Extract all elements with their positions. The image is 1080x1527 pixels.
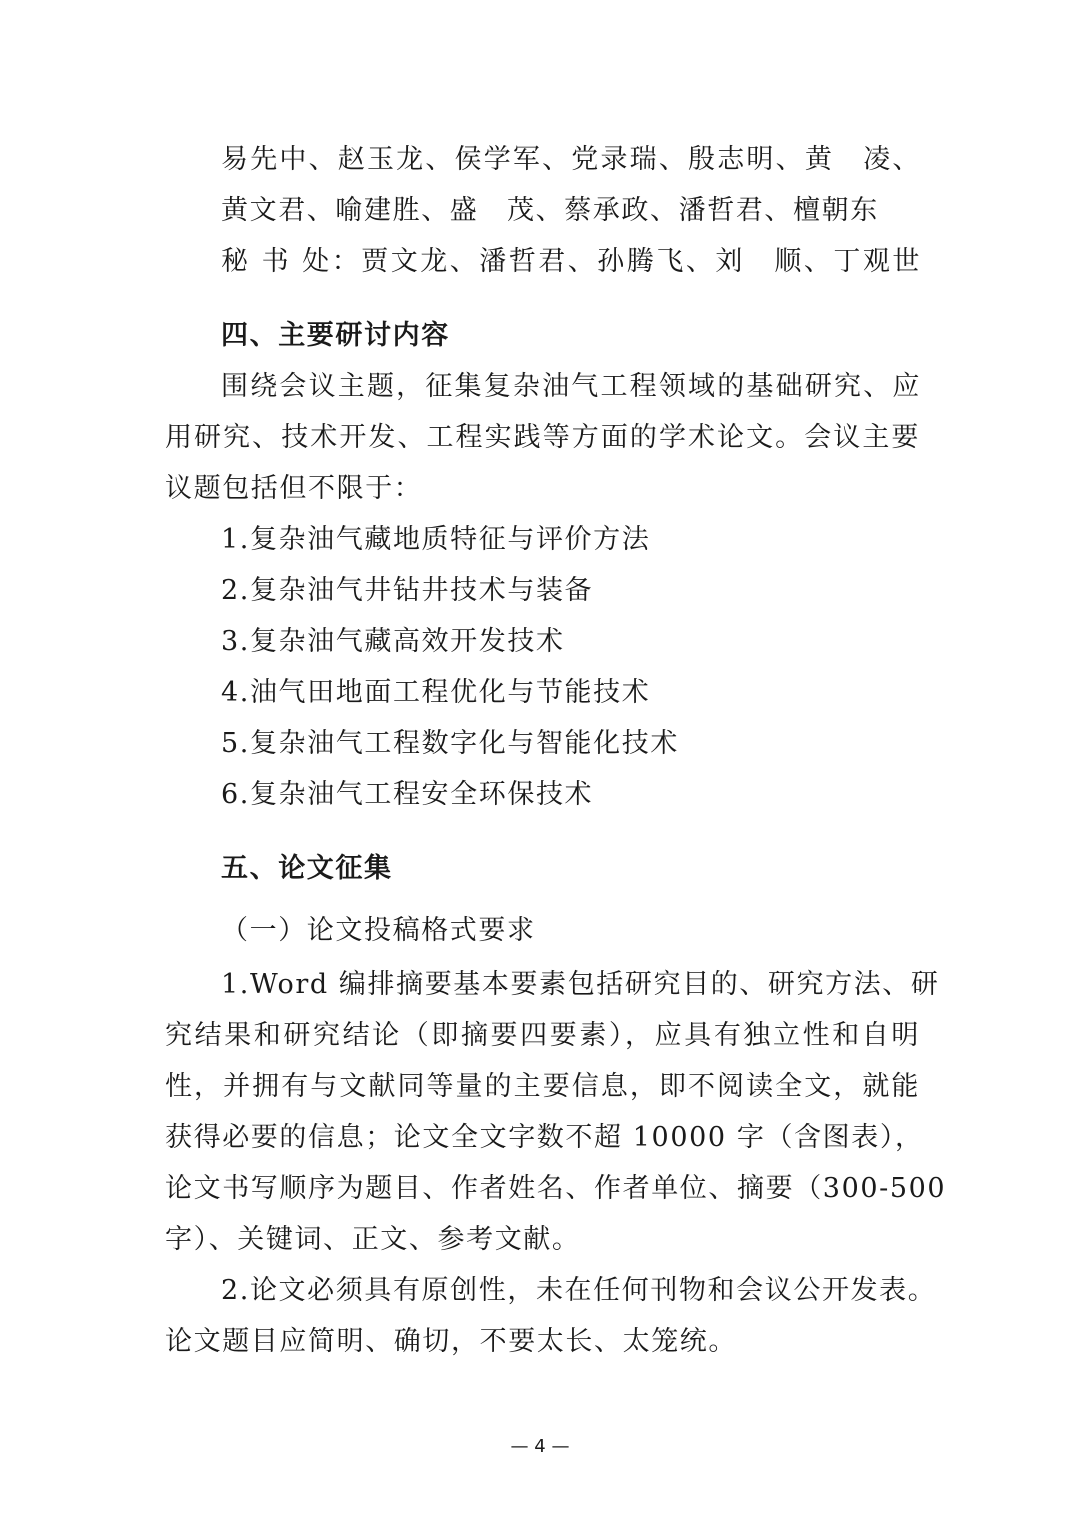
paragraph-1-line: 论文书写顺序为题目、作者姓名、作者单位、摘要（300-500 bbox=[165, 1173, 947, 1204]
committee-line-1: 易先中、赵玉龙、侯学军、党录瑞、殷志明、黄 凌、 bbox=[221, 144, 921, 175]
section-4-intro-line: 议题包括但不限于： bbox=[165, 473, 423, 504]
committee-line-2: 黄文君、喻建胜、盛 茂、蔡承政、潘哲君、檀朝东 bbox=[221, 195, 879, 226]
topic-item: 3.复杂油气藏高效开发技术 bbox=[221, 626, 565, 657]
topic-item: 1.复杂油气藏地质特征与评价方法 bbox=[221, 524, 651, 555]
section-5-sub-heading: （一）论文投稿格式要求 bbox=[221, 915, 536, 946]
section-4-intro-line: 围绕会议主题，征集复杂油气工程领域的基础研究、应 bbox=[221, 371, 921, 402]
section-5-heading: 五、论文征集 bbox=[221, 853, 393, 884]
paragraph-2-line: 论文题目应简明、确切，不要太长、太笼统。 bbox=[165, 1326, 737, 1357]
paragraph-1-line: 究结果和研究结论（即摘要四要素），应具有独立性和自明 bbox=[165, 1020, 920, 1051]
section-4-heading: 四、主要研讨内容 bbox=[221, 320, 450, 351]
section-4-intro-line: 用研究、技术开发、工程实践等方面的学术论文。会议主要 bbox=[165, 422, 920, 453]
topic-item: 5.复杂油气工程数字化与智能化技术 bbox=[221, 728, 679, 759]
paragraph-1-line: 获得必要的信息；论文全文字数不超 10000 字（含图表）， bbox=[165, 1122, 924, 1153]
page-number: — 4 — bbox=[510, 1436, 570, 1457]
paragraph-2-line: 2.论文必须具有原创性，未在任何刊物和会议公开发表。 bbox=[221, 1275, 937, 1306]
topic-item: 2.复杂油气井钻井技术与装备 bbox=[221, 575, 594, 606]
paragraph-1-line: 1.Word 编排摘要基本要素包括研究目的、研究方法、研 bbox=[221, 969, 940, 1000]
paragraph-1-line: 字）、关键词、正文、参考文献。 bbox=[165, 1224, 581, 1255]
secretariat-line: 秘 书 处：贾文龙、潘哲君、孙腾飞、刘 顺、丁观世 bbox=[221, 246, 921, 277]
paragraph-1-line: 性，并拥有与文献同等量的主要信息，即不阅读全文，就能 bbox=[165, 1071, 920, 1102]
topic-item: 4.油气田地面工程优化与节能技术 bbox=[221, 677, 651, 708]
topic-item: 6.复杂油气工程安全环保技术 bbox=[221, 779, 594, 810]
